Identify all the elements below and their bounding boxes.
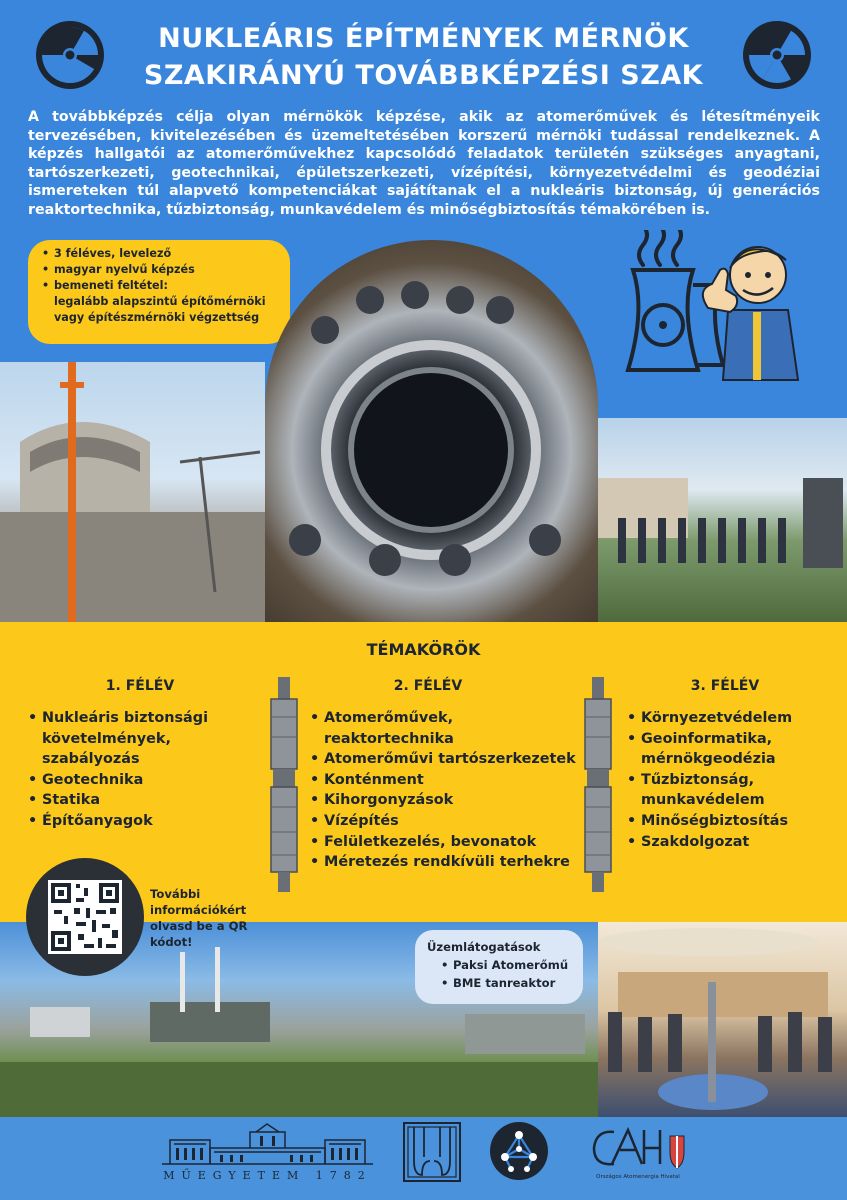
cooling-tower-mascot-illustration (598, 230, 808, 420)
topic-item: • Statika (28, 790, 248, 811)
group-photo-outdoor (598, 418, 847, 622)
visit-item: • BME tanreaktor (427, 974, 571, 992)
topic-item: • Konténment (310, 770, 580, 791)
faculty-logo (402, 1121, 462, 1183)
topic-item: • Környezetvédelem (627, 708, 842, 729)
visitor-center-photo (598, 922, 847, 1117)
topic-item: • Szakdolgozat (627, 832, 842, 853)
oah-logo-text: Országos Atomenergia Hivatal (596, 1174, 680, 1180)
semester-1-list (28, 708, 248, 832)
topics-heading: TÉMAKÖRÖK (366, 640, 481, 659)
topic-item: • Méretezés rendkívüli terhekre (310, 852, 580, 873)
radiation-icon (742, 20, 812, 90)
topic-item: • Geoinformatika, mérnökgeodézia (627, 729, 842, 770)
oah-logo (588, 1122, 688, 1172)
radiation-icon (35, 20, 105, 90)
entry-requirement: legalább alapszintű építőmérnöki vagy építészmérnöki végzettség (54, 295, 266, 324)
semester-3-title: 3. FÉLÉV (690, 678, 760, 694)
topic-item: • Építőanyagok (28, 811, 248, 832)
title-line-2: SZAKIRÁNYÚ TOVÁBBKÉPZÉSI SZAK (143, 60, 704, 91)
bme-building-logo (160, 1122, 375, 1166)
qr-code[interactable] (26, 858, 144, 976)
atom-network-logo (489, 1121, 549, 1181)
topic-item: • Nukleáris biztonsági követelmények, szabályozás (28, 708, 248, 770)
fuel-rod-icon (581, 677, 615, 892)
topic-item: • Geotechnika (28, 770, 248, 791)
bme-logo-text: MŰEGYETEM 1782 (163, 1169, 372, 1182)
construction-site-photo (0, 362, 265, 622)
reactor-visit-photo (265, 240, 598, 622)
topic-item: • Atomerőművi tartószerkezetek (310, 749, 580, 770)
site-visits-box (415, 930, 583, 1004)
info-item: • bemeneti feltétel: (42, 278, 280, 294)
topic-item: • Vízépítés (310, 811, 580, 832)
info-item: • magyar nyelvű képzés (42, 262, 280, 278)
topic-item: • Kihorgonyzások (310, 790, 580, 811)
program-info-box (28, 240, 290, 344)
topic-item: • Tűzbiztonság, munkavédelem (627, 770, 842, 811)
topic-item: • Minőségbiztosítás (627, 811, 842, 832)
page-title (120, 20, 727, 94)
semester-1-title: 1. FÉLÉV (105, 678, 175, 694)
visit-item: • Paksi Atomerőmű (427, 956, 571, 974)
semester-2-title: 2. FÉLÉV (393, 678, 463, 694)
topic-item: • Felületkezelés, bevonatok (310, 832, 580, 853)
qr-code-icon (26, 858, 144, 976)
site-visits-title: Üzemlátogatások (427, 940, 541, 954)
semester-3-list (627, 708, 842, 852)
qr-caption: További információkért olvasd be a QR kódot! (150, 887, 248, 949)
topic-item: • Atomerőművek, reaktortechnika (310, 708, 580, 749)
semester-2-list (310, 708, 580, 873)
info-item: • 3 féléves, levelező (42, 246, 280, 262)
title-line-1: NUKLEÁRIS ÉPÍTMÉNYEK MÉRNÖK (158, 23, 689, 54)
fuel-rod-icon (267, 677, 301, 892)
intro-paragraph: A továbbképzés célja olyan mérnökök képzése, akik az atomerőművek és létesítményeik tervezésében, kivitelezésében és üzemeltetésében korszerű mérnöki tudással rendelkeznek. A képzés hallgatói az atomerőművekhez kapcsolódó feladatok területén szükséges anyagtani, tartószerkezeti, geotechnikai, épületszerkezeti, vízépítési, környezetvédelmi és geodéziai ismereteken túl alapvető kompetenciákat sajátítanak el a nukleáris biztonság, új generációs reaktortechnika, tűzbiztonság, munkavédelem és minőségbiztosítás témakörében is. (28, 109, 820, 218)
